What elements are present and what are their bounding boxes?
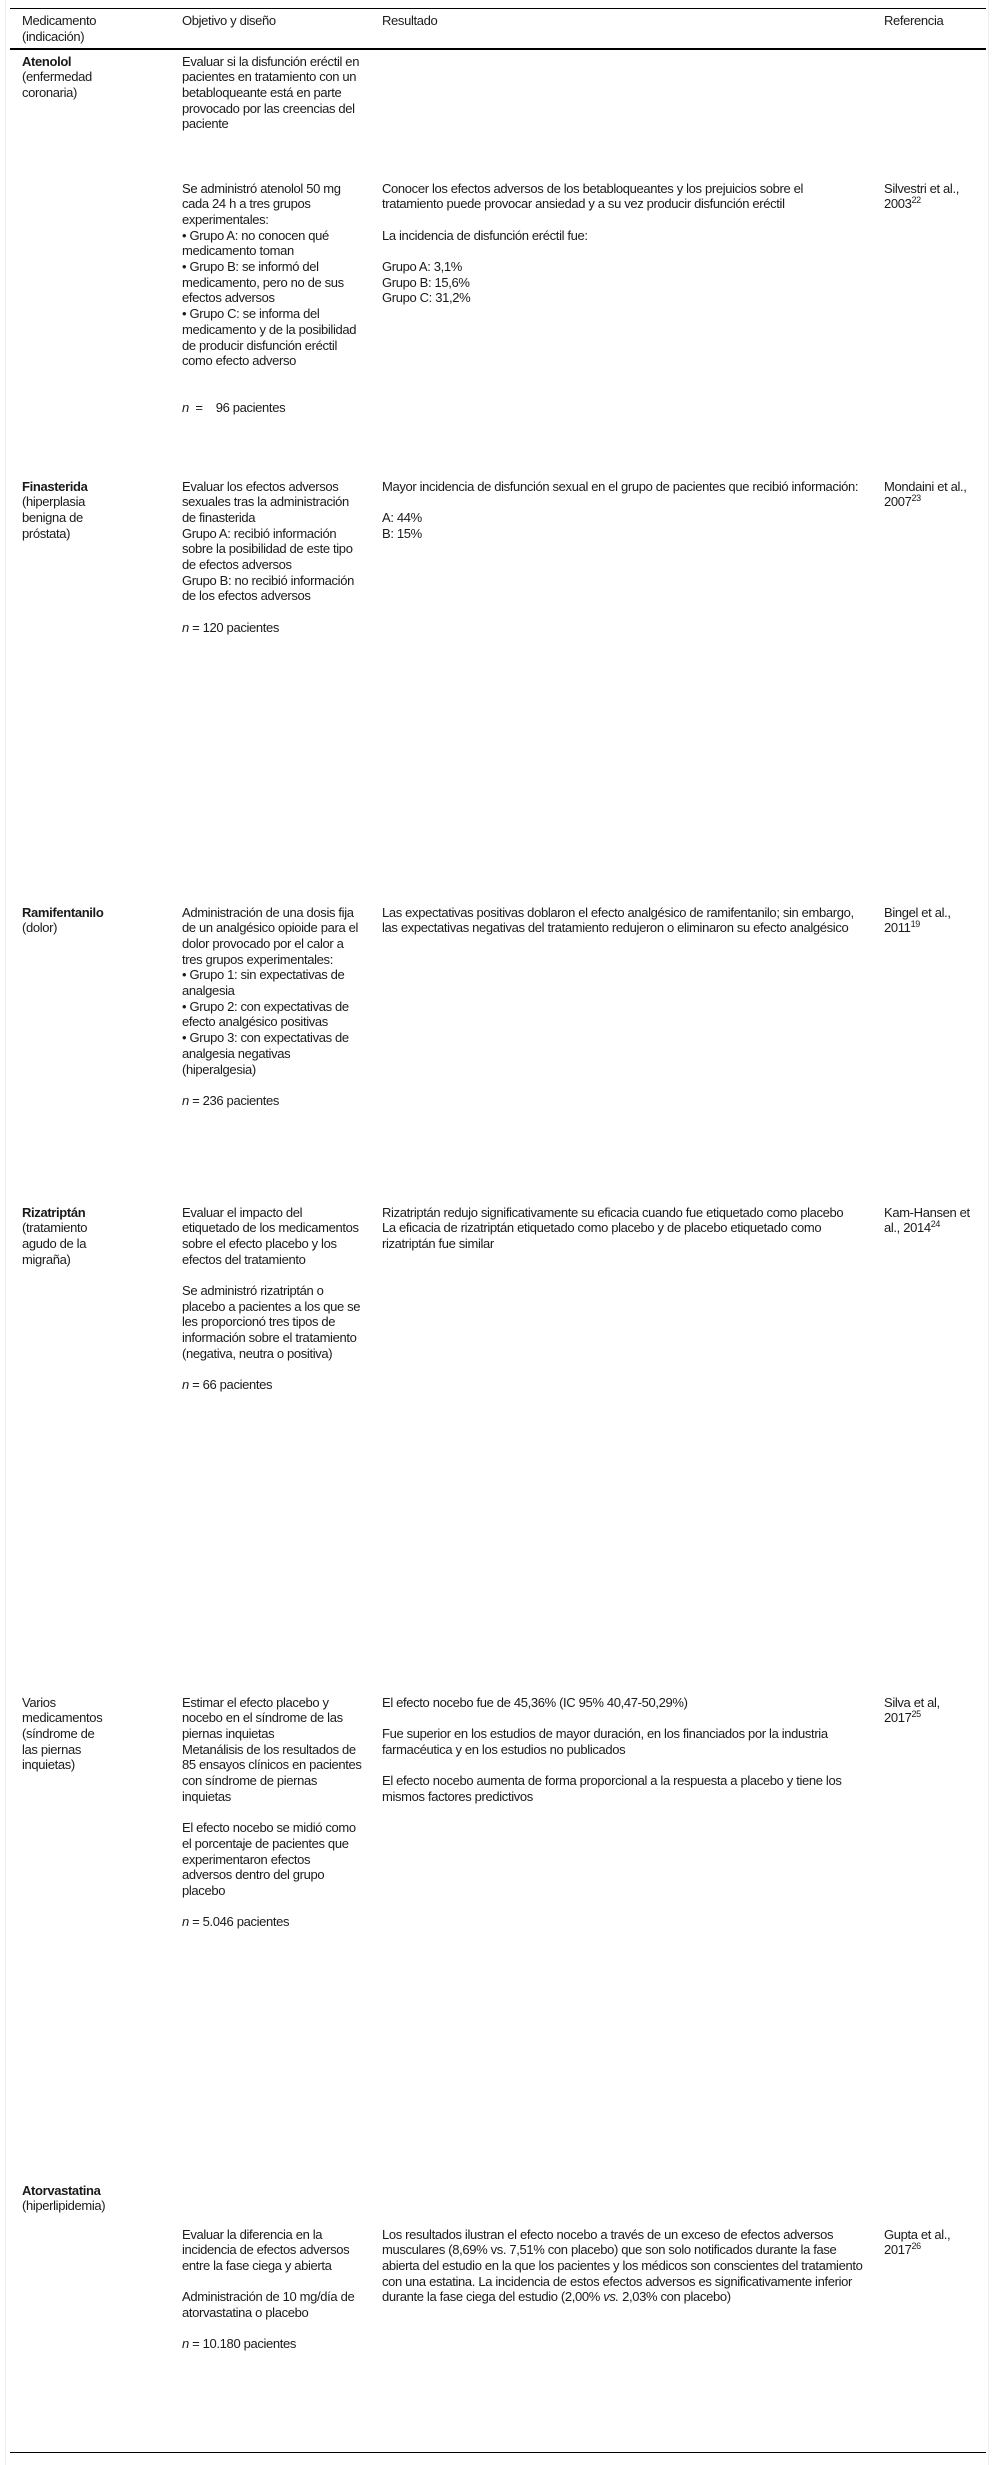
result-text-part: Los resultados ilustran el efecto nocebo a través de un exceso de efectos adversos musculares (8,69% vs. 7,51% con placebo) que son solo notificados durante la fase abierta del estudio en la que los pacientes y los médicos son conscientes del tratamiento con una estatina. La incidencia de estos efectos adversos es significativamente inferior durante la fase ciega del estudio (2,00%	[382, 2226, 863, 2305]
patient-count-text: = 66 pacientes	[188, 1377, 273, 1393]
reference-number: 19	[910, 919, 920, 930]
n-symbol: n	[182, 619, 189, 635]
objective-text	[182, 1362, 362, 1378]
table-row	[10, 475, 986, 901]
reference-number: 23	[911, 493, 921, 504]
header-resultado: Resultado	[382, 13, 438, 28]
patient-count	[182, 2336, 362, 2352]
drug-name: Rizatriptán	[22, 1204, 86, 1220]
reference-number: 22	[911, 195, 921, 206]
result-text: A: 44%	[382, 509, 422, 525]
objective-text: Se administró atenolol 50 mg cada 24 h a tres grupos experimentales:	[182, 180, 341, 227]
objective-cell	[170, 1201, 370, 1691]
result-text: Grupo A: 3,1%	[382, 258, 463, 274]
objective-cell	[170, 49, 370, 177]
result-text: Fue superior en los estudios de mayor duración, en los financiados por la industria farmacéutica y en los estudios no publicados	[382, 1725, 828, 1757]
result-text	[382, 2227, 864, 2306]
result-cell	[370, 49, 872, 177]
patient-count-text: = 120 pacientes	[188, 619, 280, 635]
patient-count-text: = 236 pacientes	[188, 1092, 280, 1108]
objective-cell	[170, 475, 370, 901]
drug-indication: (enfermedad	[22, 69, 92, 85]
drug-indication: las piernas	[22, 1741, 82, 1757]
reference-cell	[872, 2179, 986, 2223]
result-text	[382, 1710, 864, 1726]
reference-cell	[872, 901, 986, 1201]
header-text: Medicamento	[22, 13, 97, 28]
drug-indication: (hiperlipidemia)	[22, 2198, 106, 2214]
drug-cell	[10, 1201, 170, 1691]
result-text	[382, 212, 864, 228]
drug-cell	[10, 901, 170, 1201]
patient-count	[182, 1377, 362, 1393]
objective-text: Metanálisis de los resultados de 85 ensayos clínicos en pacientes con síndrome de piernas inquietas	[182, 1741, 362, 1804]
objective-text: • Grupo 1: sin expectativas de analgesia	[182, 967, 345, 999]
objective-text: Evaluar los efectos adversos sexuales tras la administración de finasterida	[182, 478, 349, 525]
table-header-row	[10, 9, 986, 49]
result-cell	[370, 2223, 872, 2453]
header-referencia: Referencia	[884, 13, 944, 28]
result-text: Conocer los efectos adversos de los betabloqueantes y los prejuicios sobre el tratamiento puede provocar ansiedad y a su vez producir disfunción eréctil	[382, 180, 804, 212]
patient-count	[182, 1093, 362, 1109]
n-symbol: n	[182, 2336, 189, 2352]
result-text: Mayor incidencia de disfunción sexual en el grupo de pacientes que recibió información:	[382, 478, 859, 494]
patient-count-text: = 10.180 pacientes	[188, 2336, 297, 2352]
objective-text	[182, 2274, 362, 2290]
objective-text: • Grupo C: se informa del medicamento y de la posibilidad de producir disfunción eréctil como efecto adverso	[182, 306, 357, 369]
drug-indication: benigna de	[22, 509, 83, 525]
objective-cell	[170, 2179, 370, 2223]
drug-name: Ramifentanilo	[22, 904, 104, 920]
result-text: Las expectativas positivas doblaron el efecto analgésico de ramifentanilo; sin embargo, las expectativas negativas del tratamiento redujeron o eliminaron su efecto analgésico	[382, 904, 854, 936]
drug-name: Varios	[22, 1694, 56, 1710]
drug-indication: próstata)	[22, 525, 71, 541]
objective-text	[182, 1077, 362, 1093]
result-text: Rizatriptán redujo significativamente su eficacia cuando fue etiquetado como placebo	[382, 1204, 844, 1220]
drug-indication: migraña)	[22, 1251, 71, 1267]
header-medicamento	[10, 9, 170, 49]
table-row	[10, 1691, 986, 2179]
reference-cell	[872, 475, 986, 901]
objective-text: Evaluar el impacto del etiquetado de los medicamentos sobre el efecto placebo y los efectos del tratamiento	[182, 1204, 359, 1267]
header-objetivo: Objetivo y diseño	[182, 13, 276, 28]
reference-cell	[872, 1201, 986, 1691]
result-cell	[370, 1201, 872, 1691]
result-text-part: 2,03% con placebo)	[618, 2289, 731, 2305]
objective-text: Administración de una dosis fija de un analgésico opioide para el dolor provocado por el calor a tres grupos experimentales:	[182, 904, 358, 967]
drug-cell	[10, 1691, 170, 2179]
result-vs: vs.	[603, 2289, 619, 2305]
drug-indication: (hiperplasia	[22, 494, 86, 510]
objective-text: Estimar el efecto placebo y nocebo en el síndrome de las piernas inquietas	[182, 1694, 343, 1741]
result-cell	[370, 901, 872, 1201]
drug-indication: (tratamiento	[22, 1220, 88, 1236]
objective-text: Evaluar si la disfunción eréctil en pacientes en tratamiento con un betabloqueante está en parte provocado por las creencias del paciente	[182, 53, 360, 132]
objective-text	[182, 369, 362, 385]
result-text: Grupo C: 31,2%	[382, 290, 471, 306]
drug-indication: (dolor)	[22, 920, 58, 936]
result-cell	[370, 177, 872, 475]
patient-count	[182, 1914, 362, 1930]
result-text	[382, 494, 864, 510]
reference-text: Kam-Hansen et al., 2014	[884, 1204, 970, 1236]
drug-name: medicamentos	[22, 1710, 103, 1726]
reference-number: 26	[911, 2241, 921, 2252]
drug-indication: (síndrome de	[22, 1725, 95, 1741]
objective-text	[182, 1899, 362, 1915]
objective-text: • Grupo B: se informó del medicamento, pero no de sus efectos adversos	[182, 259, 344, 306]
reference-cell	[872, 177, 986, 475]
reference-text: Silvestri et al., 2003	[884, 180, 959, 212]
drug-cell	[10, 49, 170, 475]
drug-name: Finasterida	[22, 478, 88, 494]
objective-text: • Grupo 2: con expectativas de efecto analgésico positivas	[182, 998, 349, 1030]
result-text: La incidencia de disfunción eréctil fue:	[382, 227, 588, 243]
table-row	[10, 2179, 986, 2223]
table-row	[10, 49, 986, 177]
header-text: (indicación)	[22, 28, 85, 44]
n-symbol: n	[182, 400, 189, 416]
drug-indication: agudo de la	[22, 1235, 87, 1251]
result-text: B: 15%	[382, 525, 422, 541]
reference-text: Bingel et al., 2011	[884, 904, 951, 936]
result-text	[382, 1757, 864, 1773]
objective-text: Evaluar la diferencia en la incidencia de efectos adversos entre la fase ciega y abierta	[182, 2226, 350, 2273]
reference-text: Gupta et al., 2017	[884, 2226, 951, 2258]
objective-text	[182, 604, 362, 620]
table-row	[10, 901, 986, 1201]
patient-count-text: = 5.046 pacientes	[188, 1914, 290, 1930]
reference-cell	[872, 2223, 986, 2453]
drug-indication: coronaria)	[22, 84, 78, 100]
drug-name: Atenolol	[22, 53, 72, 69]
objective-text: • Grupo A: no conocen qué medicamento toman	[182, 227, 329, 259]
nocebo-studies-table	[10, 8, 986, 2453]
result-cell	[370, 1691, 872, 2179]
drug-cell	[10, 2179, 170, 2453]
reference-number: 24	[930, 1219, 941, 1230]
result-text	[382, 243, 864, 259]
drug-cell	[10, 475, 170, 901]
reference-cell	[872, 49, 986, 177]
objective-text: Se administró rizatriptán o placebo a pacientes a los que se les proporcionó tres tipos de información sobre el tratamiento (negativa, neutra o positiva)	[182, 1283, 361, 1361]
drug-name: Atorvastatina	[22, 2182, 101, 2198]
objective-text	[182, 1267, 362, 1283]
objective-cell	[170, 901, 370, 1201]
result-cell	[370, 2179, 872, 2223]
patient-count-text: = 96 pacientes	[188, 400, 286, 416]
objective-text: El efecto nocebo se midió como el porcentaje de pacientes que experimentaron efectos adversos dentro del grupo placebo	[182, 1820, 356, 1898]
result-text: El efecto nocebo aumenta de forma proporcional a la respuesta a placebo y tiene los mismos factores predictivos	[382, 1772, 842, 1804]
objective-text	[182, 385, 362, 401]
table-row	[10, 1201, 986, 1691]
objective-text: • Grupo 3: con expectativas de analgesia negativas (hiperalgesia)	[182, 1030, 349, 1077]
objective-text: Grupo A: recibió información sobre la posibilidad de este tipo de efectos adversos	[182, 525, 353, 573]
reference-text: Mondaini et al., 2007	[884, 478, 967, 510]
drug-indication: inquietas)	[22, 1757, 75, 1773]
n-symbol: n	[182, 1914, 189, 1930]
patient-count	[182, 400, 362, 416]
n-symbol: n	[182, 1092, 189, 1108]
reference-cell	[872, 1691, 986, 2179]
objective-text: Administración de 10 mg/día de atorvastatina o placebo	[182, 2289, 355, 2320]
result-cell	[370, 475, 872, 901]
objective-text	[182, 2321, 362, 2337]
objective-text	[182, 1804, 362, 1820]
objective-cell	[170, 1691, 370, 2179]
n-symbol: n	[182, 1377, 189, 1393]
reference-text: Silva et al, 2017	[884, 1694, 940, 1726]
objective-text: Grupo B: no recibió información de los efectos adversos	[182, 572, 354, 604]
result-text: El efecto nocebo fue de 45,36% (IC 95% 40,47-50,29%)	[382, 1694, 688, 1710]
result-text: La eficacia de rizatriptán etiquetado como placebo y de placebo etiquetado como rizatriptán fue similar	[382, 1220, 822, 1251]
result-text: Grupo B: 15,6%	[382, 274, 470, 290]
objective-cell	[170, 177, 370, 475]
objective-cell	[170, 2223, 370, 2453]
patient-count	[182, 620, 362, 636]
reference-number: 25	[911, 1709, 921, 1720]
